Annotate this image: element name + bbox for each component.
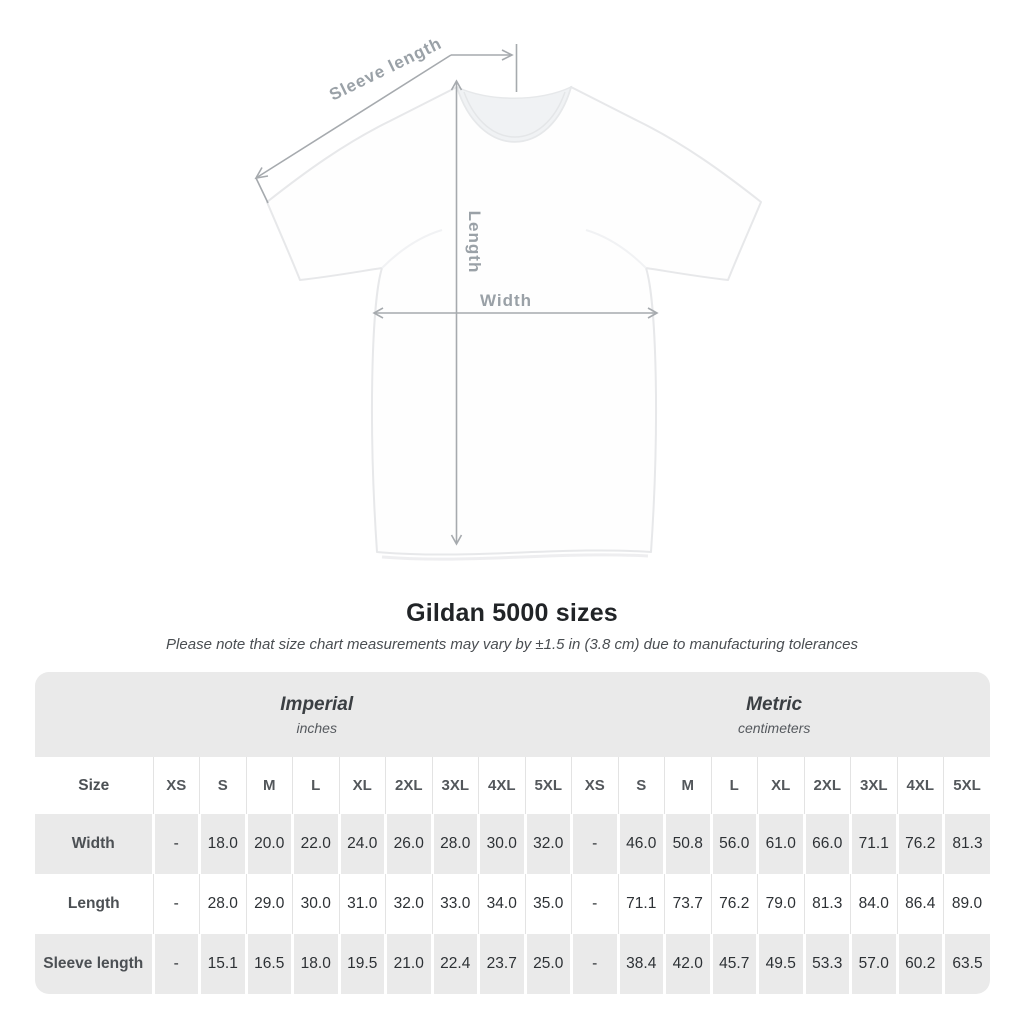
value-cell: 34.0: [479, 874, 526, 934]
value-cell: 18.0: [200, 814, 247, 874]
size-table: [35, 757, 990, 994]
value-cell: 30.0: [479, 814, 526, 874]
value-cell: 63.5: [944, 934, 991, 994]
value-cell: 84.0: [851, 874, 898, 934]
size-header-cell: XS: [153, 757, 200, 814]
value-cell: 32.0: [386, 874, 433, 934]
value-cell: 33.0: [432, 874, 479, 934]
size-header-cell: 4XL: [479, 757, 526, 814]
value-cell: 38.4: [618, 934, 665, 994]
value-cell: 22.4: [432, 934, 479, 994]
value-cell: 53.3: [804, 934, 851, 994]
value-cell: 26.0: [386, 814, 433, 874]
size-header-cell: 5XL: [944, 757, 991, 814]
imperial-header: [280, 694, 353, 736]
value-cell: 49.5: [758, 934, 805, 994]
size-header-cell: 3XL: [851, 757, 898, 814]
value-cell: 46.0: [618, 814, 665, 874]
value-cell: 24.0: [339, 814, 386, 874]
size-header-cell: 2XL: [804, 757, 851, 814]
size-header-cell: L: [711, 757, 758, 814]
imperial-sublabel: inches: [296, 719, 337, 736]
value-cell: -: [572, 814, 619, 874]
size-header-cell: 4XL: [897, 757, 944, 814]
length-label: Length: [465, 210, 484, 274]
value-cell: 61.0: [758, 814, 805, 874]
value-cell: 76.2: [711, 874, 758, 934]
measurement-row: [35, 814, 990, 874]
value-cell: 23.7: [479, 934, 526, 994]
value-cell: -: [572, 934, 619, 994]
value-cell: -: [572, 874, 619, 934]
metric-sublabel: centimeters: [737, 719, 811, 736]
tolerance-note: Please note that size chart measurements may vary by ±1.5 in (3.8 cm) due to manufacturing tolerances: [166, 636, 858, 653]
size-header-row: [35, 757, 990, 814]
value-cell: 66.0: [804, 814, 851, 874]
size-header-cell: S: [200, 757, 247, 814]
size-header-cell: 2XL: [386, 757, 433, 814]
value-cell: -: [153, 814, 200, 874]
value-cell: 73.7: [665, 874, 712, 934]
value-cell: 28.0: [200, 874, 247, 934]
size-header-cell: 3XL: [432, 757, 479, 814]
value-cell: 16.5: [246, 934, 293, 994]
value-cell: 18.0: [293, 934, 340, 994]
value-cell: 19.5: [339, 934, 386, 994]
value-cell: 25.0: [525, 934, 572, 994]
size-header-cell: XL: [339, 757, 386, 814]
value-cell: 20.0: [246, 814, 293, 874]
size-table-body: [35, 814, 990, 994]
page-title: Gildan 5000 sizes: [406, 599, 618, 627]
tshirt-silhouette: [267, 87, 761, 559]
value-cell: -: [153, 934, 200, 994]
metric-header: [738, 694, 810, 736]
metric-label: Metric: [746, 693, 803, 715]
value-cell: 50.8: [665, 814, 712, 874]
value-cell: 15.1: [200, 934, 247, 994]
value-cell: 32.0: [525, 814, 572, 874]
value-cell: 28.0: [432, 814, 479, 874]
value-cell: 81.3: [944, 814, 991, 874]
size-header-cell: XL: [758, 757, 805, 814]
imperial-label: Imperial: [280, 693, 354, 715]
size-header-cell: 5XL: [525, 757, 572, 814]
width-label: Width: [479, 291, 533, 310]
value-cell: 42.0: [665, 934, 712, 994]
value-cell: 30.0: [293, 874, 340, 934]
value-cell: 71.1: [851, 814, 898, 874]
value-cell: 21.0: [386, 934, 433, 994]
value-cell: 60.2: [897, 934, 944, 994]
unit-header-band: [35, 672, 990, 757]
value-cell: 45.7: [711, 934, 758, 994]
value-cell: 76.2: [897, 814, 944, 874]
hem-shadow: [382, 555, 648, 559]
size-header-cell: L: [293, 757, 340, 814]
value-cell: 31.0: [339, 874, 386, 934]
size-header-cell: XS: [572, 757, 619, 814]
value-cell: 79.0: [758, 874, 805, 934]
value-cell: 22.0: [293, 814, 340, 874]
value-cell: 81.3: [804, 874, 851, 934]
row-label: Width: [35, 814, 153, 874]
size-header-cell: M: [665, 757, 712, 814]
value-cell: 56.0: [711, 814, 758, 874]
size-header-cell: M: [246, 757, 293, 814]
size-table-container: [35, 672, 990, 994]
value-cell: -: [153, 874, 200, 934]
value-cell: 86.4: [897, 874, 944, 934]
size-header-cell: S: [618, 757, 665, 814]
caption: [0, 599, 1024, 653]
measurement-row: [35, 934, 990, 994]
size-column-header: Size: [35, 757, 153, 814]
row-label: Length: [35, 874, 153, 934]
value-cell: 89.0: [944, 874, 991, 934]
value-cell: 35.0: [525, 874, 572, 934]
measurement-row: [35, 874, 990, 934]
value-cell: 71.1: [618, 874, 665, 934]
sleeve-length-label: Sleeve length: [326, 33, 445, 105]
value-cell: 57.0: [851, 934, 898, 994]
row-label: Sleeve length: [35, 934, 153, 994]
value-cell: 29.0: [246, 874, 293, 934]
